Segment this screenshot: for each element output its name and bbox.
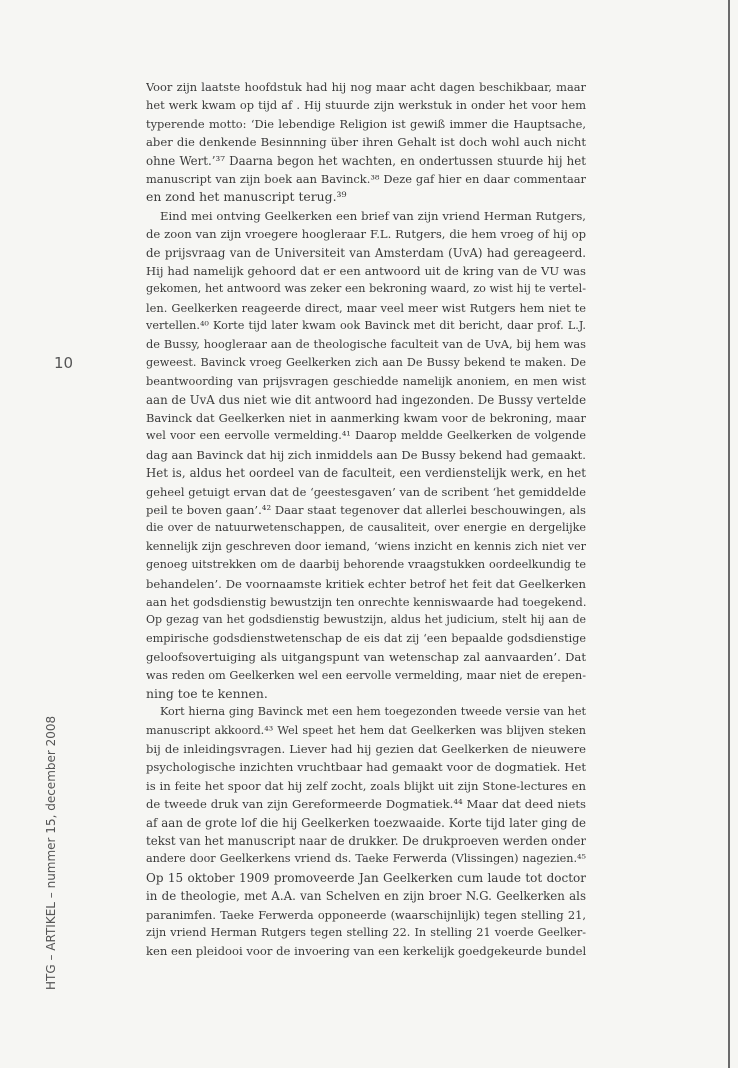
text-line: Bavinck dat Geelkerken niet in aanmerking kwam voor de bekroning, maar	[146, 411, 586, 426]
paragraph-3	[146, 703, 586, 960]
text-line: wel voor een eervolle vermelding.⁴¹ Daarop meldde Geelkerken de volgende	[146, 429, 586, 443]
body-text	[146, 78, 586, 961]
text-line: ken een pleidooi voor de invoering van een kerkelijk goedgekeurde bundel	[146, 944, 586, 959]
text-line: ning toe te kennen.	[146, 685, 268, 701]
text-line: de zoon van zijn vroegere hoogleraar F.L. Rutgers, die hem vroeg of hij op	[146, 227, 586, 242]
text-line: aber die denkende Besinnning über ihren Gehalt ist doch wohl auch nicht	[146, 135, 586, 150]
text-line: in de theologie, met A.A. van Schelven en zijn broer N.G. Geelkerken als	[146, 889, 586, 904]
text-line: Hij had namelijk gehoord dat er een antwoord uit de kring van de VU was	[146, 263, 586, 278]
text-line: Op gezag van het godsdienstig bewustzijn, aldus het judicium, stelt hij aan de	[146, 613, 586, 627]
text-line: ohne Wert.’³⁷ Daarna begon het wachten, en ondertussen stuurde hij het	[146, 153, 586, 168]
text-line: Kort hierna ging Bavinck met een hem toegezonden tweede versie van het	[160, 705, 586, 719]
text-line: aan het godsdienstig bewustzijn ten onrechte kenniswaarde had toegekend.	[146, 594, 586, 609]
text-line: andere door Geelkerkens vriend ds. Taeke Ferwerda (Vlissingen) nagezien.⁴⁵	[146, 852, 586, 866]
text-line: het werk kwam op tijd af . Hij stuurde zijn werkstuk in onder het voor hem	[146, 98, 586, 113]
text-line: behandelen’. De voornaamste kritiek echter betrof het feit dat Geelkerken	[146, 576, 586, 591]
text-line: de Bussy, hoogleraar aan de theologische faculteit van de UvA, bij hem was	[146, 337, 586, 352]
paragraph-1	[146, 78, 586, 207]
text-line: zijn vriend Herman Rutgers tegen stelling 22. In stelling 21 voerde Geelker-	[146, 925, 586, 939]
text-line: Voor zijn laatste hoofdstuk had hij nog maar acht dagen beschikbaar, maar	[146, 80, 586, 94]
text-line: genoeg uitstrekken om de daarbij behorende vraagstukken oordeelkundig te	[146, 558, 586, 572]
text-line: peil te boven gaan’.⁴² Daar staat tegenover dat allerlei beschouwingen, als	[146, 502, 586, 517]
text-line: typerende motto: ‘Die lebendige Religion ist gewiß immer die Hauptsache,	[146, 116, 586, 131]
text-line: is in feite het spoor dat hij zelf zocht, zoals blijkt uit zijn Stone-lectures en	[146, 778, 586, 793]
text-line: en zond het manuscript terug.³⁹	[146, 189, 347, 205]
text-line: geweest. Bavinck vroeg Geelkerken zich aan De Bussy bekend te maken. De	[146, 355, 586, 369]
text-line: manuscript akkoord.⁴³ Wel speet het hem dat Geelkerken was blijven steken	[146, 723, 586, 737]
text-line: Op 15 oktober 1909 promoveerde Jan Geelkerken cum laude tot doctor	[146, 870, 586, 885]
text-line: len. Geelkerken reageerde direct, maar veel meer wist Rutgers hem niet te	[146, 300, 586, 315]
page-number: 10	[54, 354, 74, 372]
text-line: aan de UvA dus niet wie dit antwoord had ingezonden. De Bussy vertelde	[146, 392, 586, 407]
text-line: geheel getuigt ervan dat de ‘geestesgaven’ van de scribent ‘het gemiddelde	[146, 484, 586, 499]
text-line: die over de natuurwetenschappen, de causaliteit, over energie en dergelijke	[146, 521, 586, 535]
text-line: af aan de grote lof die hij Geelkerken toezwaaide. Korte tijd later ging de	[146, 815, 586, 830]
text-line: Het is, aldus het oordeel van de faculteit, een verdienstelijk werk, en het	[146, 466, 586, 481]
text-line: psychologische inzichten vruchtbaar had gemaakt voor de dogmatiek. Het	[146, 760, 586, 775]
text-line: dag aan Bavinck dat hij zich inmiddels aan De Bussy bekend had gemaakt.	[146, 447, 586, 462]
text-line: was reden om Geelkerken wel een eervolle vermelding, maar niet de erepen-	[146, 668, 586, 682]
paragraph-2	[146, 207, 586, 704]
text-line: kennelijk zijn geschreven door iemand, ‘wiens inzicht en kennis zich niet ver	[146, 539, 586, 553]
text-line: gekomen, het antwoord was zeker een bekroning waard, zo wist hij te vertel-	[146, 282, 586, 296]
text-line: bij de inleidingsvragen. Liever had hij gezien dat Geelkerken de nieuwere	[146, 742, 586, 757]
running-head: HTG – ARTIKEL – nummer 15, december 2008	[44, 715, 58, 990]
text-line: beantwoording van prijsvragen geschiedde namelijk anoniem, en men wist	[146, 374, 586, 389]
text-line: vertellen.⁴⁰ Korte tijd later kwam ook Bavinck met dit bericht, daar prof. L.J.	[146, 319, 586, 333]
text-line: empirische godsdienstwetenschap de eis dat zij ‘een bepaalde godsdienstige	[146, 631, 586, 645]
text-line: de tweede druk van zijn Gereformeerde Dogmatiek.⁴⁴ Maar dat deed niets	[146, 797, 586, 812]
page-edge-line	[728, 0, 730, 1068]
text-line: geloofsovertuiging als uitgangspunt van wetenschap zal aanvaarden’. Dat	[146, 650, 586, 665]
text-line: de prijsvraag van de Universiteit van Amsterdam (UvA) had gereageerd.	[146, 245, 586, 260]
text-line: tekst van het manuscript naar de drukker. De drukproeven werden onder	[146, 834, 586, 849]
text-line: Eind mei ontving Geelkerken een brief van zijn vriend Herman Rutgers,	[160, 208, 586, 223]
text-line: manuscript van zijn boek aan Bavinck.³⁸ Deze gaf hier en daar commentaar	[146, 171, 586, 186]
text-line: paranimfen. Taeke Ferwerda opponeerde (waarschijnlijk) tegen stelling 21,	[146, 907, 586, 922]
